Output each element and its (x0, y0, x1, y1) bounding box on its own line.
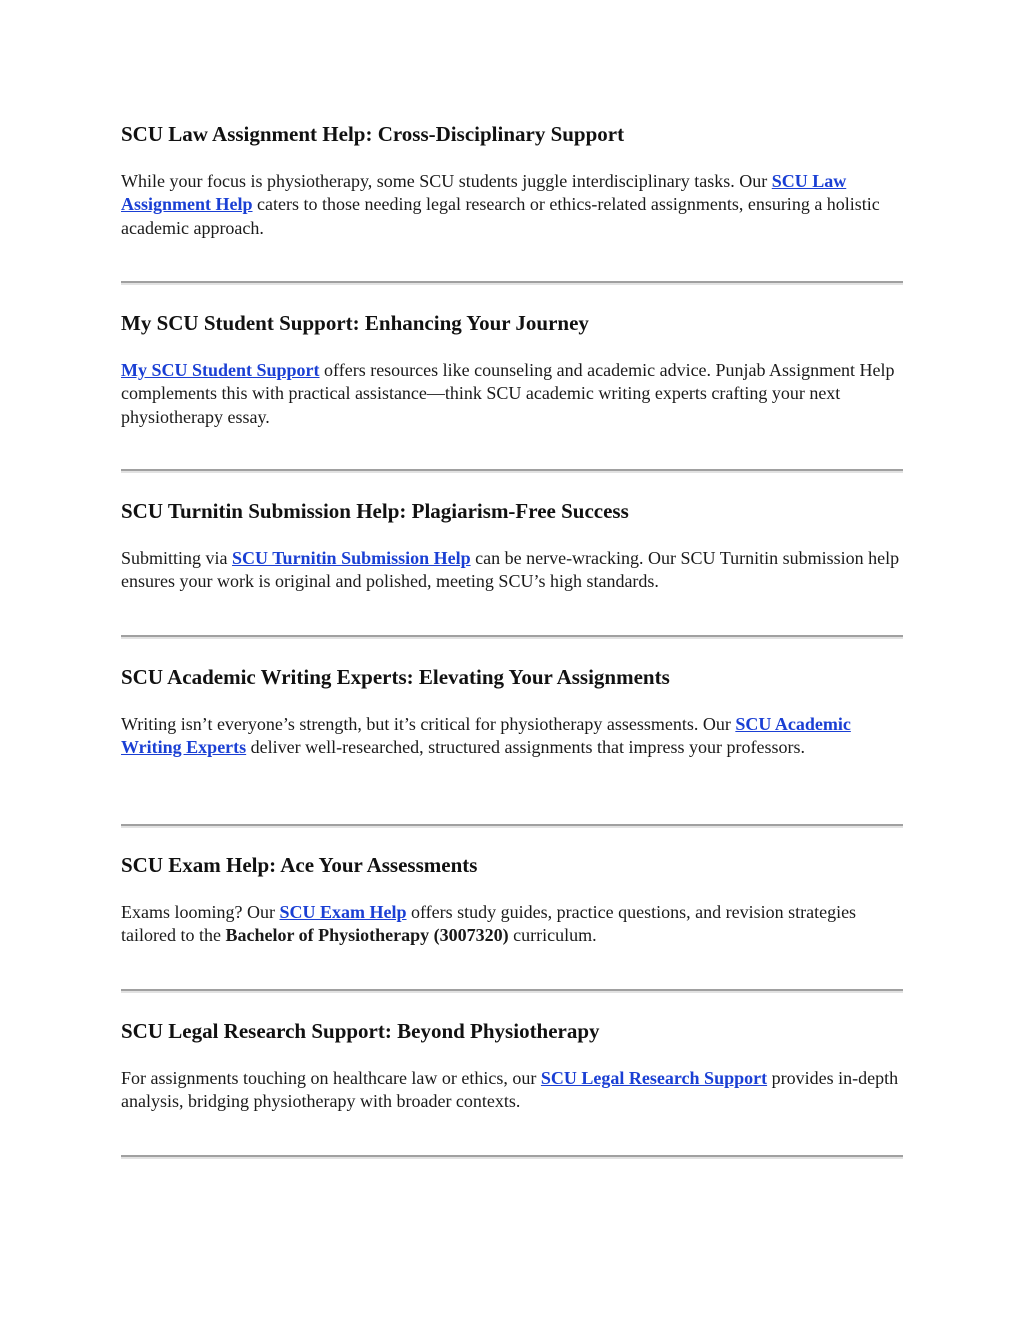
paragraph-text: deliver well-researched, structured assignments that impress your professors. (246, 737, 806, 758)
section-divider (121, 824, 903, 828)
paragraph-text: Exams looming? Our (121, 902, 280, 922)
section-heading: SCU Law Assignment Help: Cross-Disciplinary Support (121, 122, 625, 146)
paragraph-text: curriculum. (508, 925, 597, 946)
section-exam-help (121, 852, 905, 948)
paragraph-text: offers study guides, practice questions, and revision strategies tailored to the (121, 902, 857, 946)
exam-help-link[interactable]: SCU Exam Help (279, 902, 407, 922)
section-heading: My SCU Student Support: Enhancing Your Journey (121, 311, 589, 335)
section-heading: SCU Turnitin Submission Help: Plagiarism-Free Success (121, 499, 629, 523)
paragraph-text: Submitting via (121, 548, 233, 568)
section-paragraph (121, 713, 905, 760)
paragraph-text: For assignments touching on healthcare law or ethics, our (121, 1068, 541, 1088)
paragraph-text: offers resources like counseling and academic advice. Punjab Assignment Help complements this with practical assistance—think SCU academic writing experts crafting your next physiotherapy essay. (121, 360, 895, 427)
section-law-assignment-help (121, 121, 905, 240)
paragraph-text: caters to those needing legal research or ethics-related assignments, ensuring a holistic academic approach. (121, 194, 880, 238)
section-academic-writing-experts (121, 664, 905, 760)
legal-research-support-link[interactable]: SCU Legal Research Support (540, 1068, 768, 1088)
section-divider (121, 1155, 903, 1159)
section-paragraph (121, 901, 905, 948)
student-support-link[interactable]: My SCU Student Support (121, 360, 320, 380)
section-divider (121, 281, 903, 285)
paragraph-text: While your focus is physiotherapy, some SCU students juggle interdisciplinary tasks. Our (121, 171, 772, 191)
section-paragraph (121, 170, 905, 240)
course-name: Bachelor of Physiotherapy (3007320) (225, 925, 509, 946)
section-heading: SCU Legal Research Support: Beyond Physiotherapy (121, 1019, 600, 1043)
section-student-support (121, 310, 905, 429)
section-paragraph (121, 1067, 905, 1114)
law-assignment-help-link[interactable]: SCU Law Assignment Help (121, 171, 847, 215)
section-heading: SCU Academic Writing Experts: Elevating Your Assignments (121, 665, 670, 689)
paragraph-text: can be nerve-wracking. Our SCU Turnitin submission help ensures your work is original and polished, meeting SCU’s high standards. (121, 548, 900, 592)
paragraph-text: Writing isn’t everyone’s strength, but it’s critical for physiotherapy assessments. Our (121, 714, 736, 734)
section-legal-research-support (121, 1018, 905, 1114)
section-paragraph (121, 359, 905, 429)
academic-writing-experts-link[interactable]: SCU Academic Writing Experts (121, 714, 851, 758)
paragraph-text: provides in-depth analysis, bridging physiotherapy with broader contexts. (121, 1068, 899, 1112)
section-divider (121, 635, 903, 639)
section-divider (121, 469, 903, 473)
turnitin-submission-help-link[interactable]: SCU Turnitin Submission Help (232, 548, 471, 568)
section-divider (121, 989, 903, 993)
section-paragraph (121, 547, 905, 594)
section-heading: SCU Exam Help: Ace Your Assessments (121, 853, 478, 877)
section-turnitin-submission-help (121, 498, 905, 594)
